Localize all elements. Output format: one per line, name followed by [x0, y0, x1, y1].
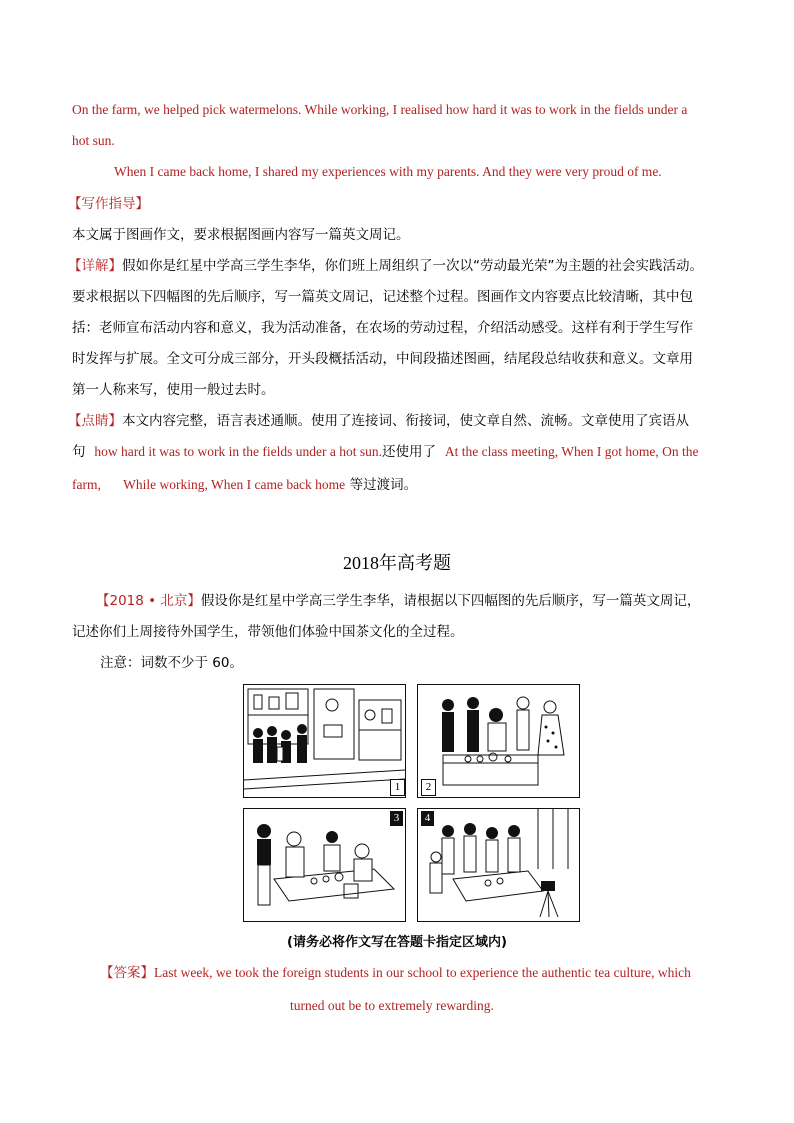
answer-line-2: turned out be to extremely rewarding.: [290, 998, 494, 1013]
point-line-1: [68, 410, 689, 432]
section-title-text: 年高考题: [379, 553, 451, 574]
note-text: 注意：词数不少于 60。: [100, 655, 243, 671]
section-title: [0, 549, 794, 575]
point-text-3c: 等过渡词。: [349, 477, 418, 493]
panel-1-illustration: [244, 685, 405, 797]
detail-line-2: 要求根据以下四幅图的先后顺序，写一篇英文周记，记述整个过程。图画作文内容要点比较清晰，其中包: [72, 289, 693, 305]
section-title-year: 2018: [343, 553, 379, 573]
point-example-clause: how hard it was to work in the fields under a hot sun.: [94, 444, 382, 459]
guide-label: 【写作指导】: [68, 196, 149, 212]
point-transitions-3: While working, When I came back home: [123, 477, 346, 492]
guide-text: 本文属于图画作文，要求根据图画内容写一篇英文周记。: [72, 227, 410, 243]
question-line-1: [96, 590, 700, 612]
detail-text-1: 假如你是红星中学高三学生李华，你们班上周组织了一次以“劳动最光荣”为主题的社会实践活动。: [122, 258, 703, 274]
answer-label: 【答案】: [100, 965, 154, 981]
question-text-1: 假设你是红星中学高三学生李华，请根据以下四幅图的先后顺序，写一篇英文周记，: [200, 593, 701, 609]
picture-panel-4: [417, 808, 580, 922]
answer-line-1: [100, 962, 691, 984]
paragraph-farm-line-1: On the farm, we helped pick watermelons. While working, I realised how hard it was to work in the fields under a: [72, 102, 688, 117]
picture-panel-3: [243, 808, 406, 922]
panel-1-number: 1: [390, 779, 405, 796]
point-text-2a: 句: [72, 444, 86, 460]
point-line-2: [72, 441, 698, 463]
point-text-1: 本文内容完整，语言表述通顺。使用了连接词、衔接词，使文章自然、流畅。文章使用了宾语从: [122, 413, 689, 429]
paragraph-home-line: When I came back home, I shared my experiences with my parents. And they were very proud of me.: [114, 164, 662, 179]
detail-line-4: 时发挥与扩展。全文可分成三部分，开头段概括活动，中间段描述图画，结尾段总结收获和意义。文章用: [72, 351, 693, 367]
question-line-2: 记述你们上周接待外国学生，带领他们体验中国茶文化的全过程。: [72, 624, 464, 640]
point-label: 【点睛】: [68, 413, 122, 429]
panel-4-illustration: [418, 809, 579, 921]
detail-line-1: [68, 255, 703, 277]
panel-4-number: 4: [421, 811, 434, 826]
point-text-2c: 还使用了: [381, 444, 436, 460]
panel-3-illustration: [244, 809, 405, 921]
paragraph-farm-line-2: hot sun.: [72, 133, 115, 148]
panel-2-illustration: [418, 685, 579, 797]
detail-line-3: 括：老师宣布活动内容和意义，我为活动准备，在农场的劳动过程，介绍活动感受。这样有利于学生写作: [72, 320, 693, 336]
point-transitions-2: farm,: [72, 477, 101, 492]
answer-text-1: Last week, we took the foreign students in our school to experience the authentic tea culture, which: [154, 965, 691, 980]
picture-panel-1: [243, 684, 406, 798]
detail-line-5: 第一人称来写，使用一般过去时。: [72, 382, 275, 398]
picture-panel-2: [417, 684, 580, 798]
panel-2-number: 2: [421, 779, 436, 796]
panel-3-number: 3: [390, 811, 403, 826]
point-transitions-1: At the class meeting, When I got home, On the: [444, 444, 699, 459]
point-line-3: [72, 474, 417, 496]
figure-caption: (请务必将作文写在答题卡指定区域内): [287, 935, 507, 950]
question-label: 【2018 • 北京】: [96, 593, 201, 609]
detail-label: 【详解】: [68, 258, 122, 274]
